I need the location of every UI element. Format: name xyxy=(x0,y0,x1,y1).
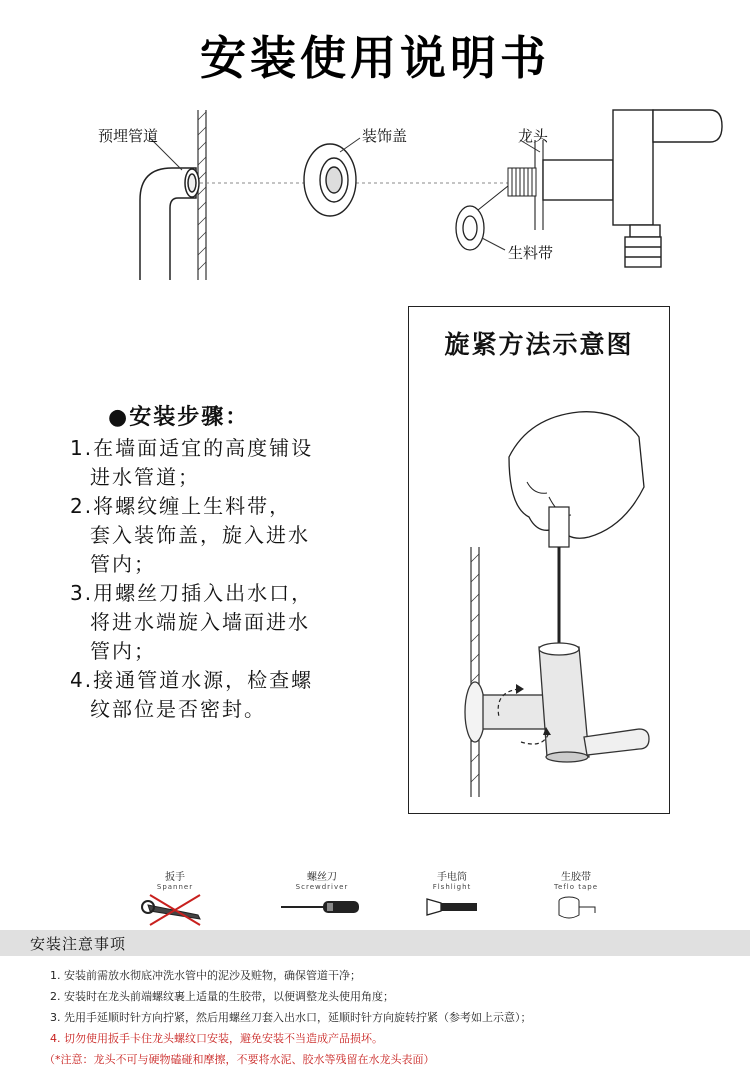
step-4: 4.接通管道水源，检查螺 纹部位是否密封。 xyxy=(70,668,314,721)
label-embedded-pipe: 预埋管道 xyxy=(98,127,159,145)
decorative-cover xyxy=(304,144,356,216)
note-caution: （*注意：龙头不可与硬物磕碰和摩擦，不要将水泥、胶水等残留在水龙头表面） xyxy=(44,1053,435,1066)
tightening-method-panel xyxy=(408,306,670,814)
steps-heading: ●安装步骤： xyxy=(108,404,250,430)
faucet-drawing xyxy=(543,110,722,267)
step-2: 2.将螺纹缠上生料带， 套入装饰盖，旋入进水 管内； xyxy=(70,494,310,576)
label-faucet: 龙头 xyxy=(518,127,549,145)
screwdriver-handle xyxy=(549,507,569,547)
tightening-illustration xyxy=(409,377,668,807)
installation-diagram xyxy=(0,90,750,290)
note-2: 2. 安装时在龙头前端螺纹裹上适量的生胶带，以便调整龙头使用角度； xyxy=(50,990,394,1003)
step-1: 1.在墙面适宜的高度铺设 进水管道； xyxy=(70,436,314,489)
wall-section-left xyxy=(198,110,206,280)
hand-drawing xyxy=(509,412,644,539)
spanner-icon xyxy=(140,893,210,927)
note-3: 3. 先用手延顺时针方向拧紧，然后用螺丝刀套入出水口，延顺时针方向旋转拧紧（参考如上示意）； xyxy=(50,1011,532,1024)
page-title: 安装使用说明书 xyxy=(200,31,550,85)
tool-flashlight: 手电筒 Flshlight xyxy=(402,868,502,923)
tool-screwdriver: 螺丝刀 Screwdriver xyxy=(272,868,372,923)
step-3: 3.用螺丝刀插入出水口， 将进水端旋入墙面进水 管内； xyxy=(70,581,314,663)
tape-icon xyxy=(551,893,601,923)
teflon-tape-roll xyxy=(456,186,508,250)
tightening-method-title: 旋紧方法示意图 xyxy=(444,330,634,359)
wall-section xyxy=(471,547,479,797)
flashlight-icon xyxy=(417,895,487,919)
notes-header-band xyxy=(0,930,750,956)
note-1: 1. 安装前需放水彻底冲洗水管中的泥沙及赃物，确保管道干净； xyxy=(50,969,361,982)
faucet-body xyxy=(465,643,649,762)
notes-heading: 安装注意事项 xyxy=(30,935,127,953)
tool-spanner: 扳手 Spanner xyxy=(125,868,225,931)
tool-teflon-tape: 生胶带 Teflo tape xyxy=(526,868,626,927)
screwdriver-icon xyxy=(277,895,367,919)
embedded-pipe-elbow xyxy=(140,168,199,280)
note-4-warning: 4. 切勿使用扳手卡住龙头螺纹口安装，避免安装不当造成产品损坏。 xyxy=(50,1032,383,1045)
label-decorative-cover: 装饰盖 xyxy=(362,127,408,145)
label-teflon-tape: 生料带 xyxy=(508,244,554,262)
threaded-end xyxy=(508,168,536,196)
